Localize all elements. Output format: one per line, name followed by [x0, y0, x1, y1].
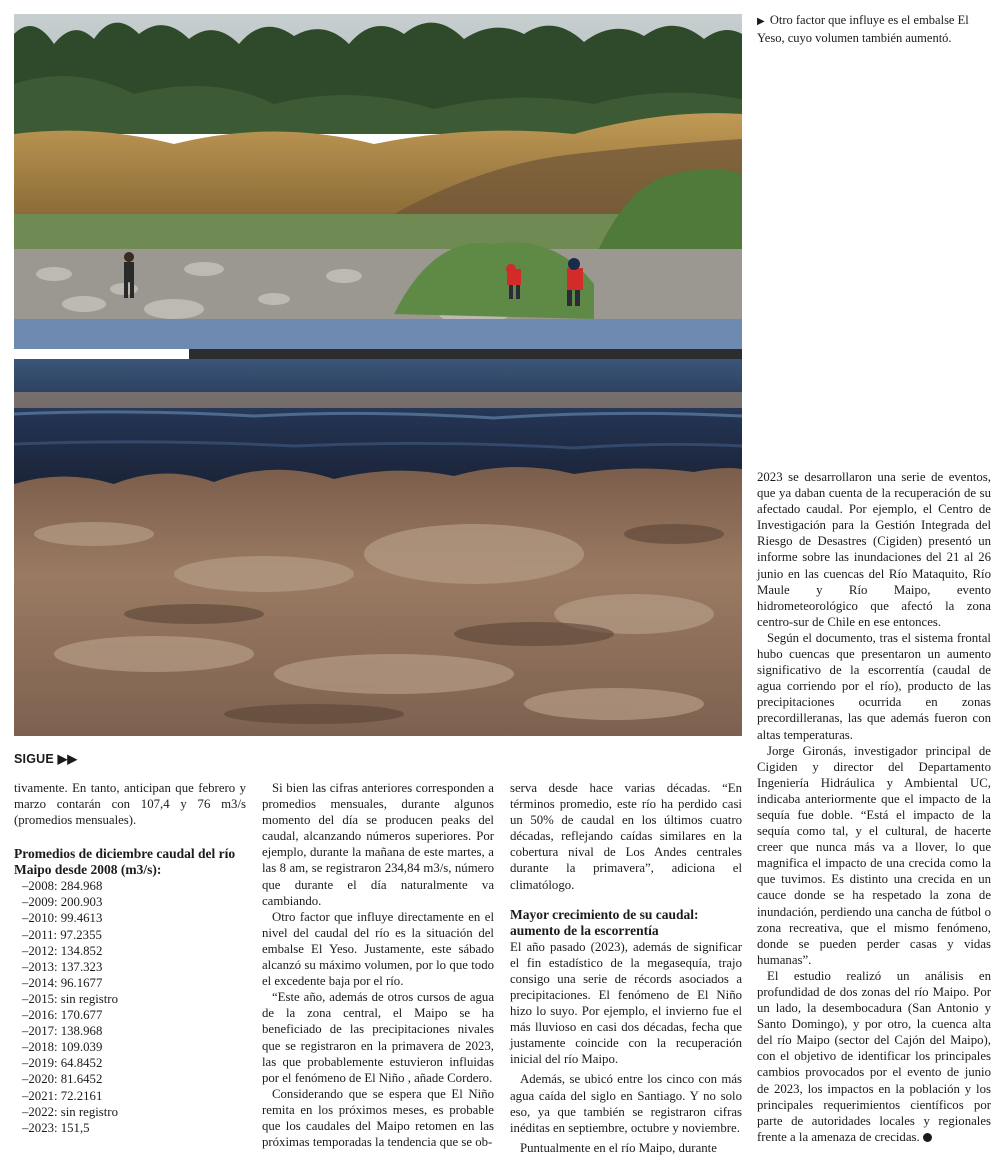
list-item: –2023: 151,5: [22, 1120, 90, 1135]
column-2-paragraph-4: Considerando que se espera que El Niño remita en los próximos meses, es probable que los caudales del Maipo retomen en las próximas temporadas la tendencia que se ob-: [262, 1086, 494, 1150]
list-item: –2014: 96.1677: [22, 975, 103, 990]
list-item: –2016: 170.677: [22, 1008, 103, 1023]
column-4-paragraph-4-text: El estudio realizó un análisis en profundidad de dos zonas del río Maipo. Por un lado, la desembocadura (San Antonio y Santo Domingo), y por otro, la cuenca alta del río Maipo (sector del Cajón del Maipo), con el objetivo de identificar los principales cambios provocados por el evento de junio de 2023, los impactos en la población y los principales requerimientos científicos por parte de autoridades locales y regionales frente a la amenaza de crecidas.: [757, 968, 991, 1144]
column-2-paragraph-1: Si bien las cifras anteriores corresponden a promedios mensuales, durante algunos momento del día se producen peaks del caudal, alcanzando números superiores. Por ejemplo, durante la mañana de este martes, a las 8 am, se registraron 234,84 m3/s, número que durante el día naturalmente va cambiando.: [262, 781, 494, 908]
caption-marker: ▶: [757, 16, 765, 27]
list-item: –2020: 81.6452: [22, 1072, 103, 1087]
section-heading: Mayor crecimiento de su caudal: aumento de la escorrentía: [510, 906, 699, 938]
list-item: –2017: 138.968: [22, 1024, 103, 1039]
column-3-paragraph-2: El año pasado (2023), además de significar el fin estadístico de la megasequía, trajo consigo una serie de récords asociados a precipitaciones. El fenómeno de El Niño hizo lo suyo. Por ejemplo, el invierno fue el más lluvioso en casi dos décadas, fecha que justamente coincide con la recuperación inicial del río Maipo.: [510, 939, 742, 1067]
river-photo-illustration: [14, 14, 742, 736]
caption-text: Otro factor que influye es el embalse El Yeso, cuyo volumen también aumentó.: [757, 13, 969, 45]
column-3-paragraph-1: serva desde hace varias décadas. “En términos promedio, este río ha perdido casi un 50% de caudal en los últimos cuatro décadas, reflejando caídas similares en la cobertura nival de Los Andes centrales durante la primavera”, adiciona el climatólogo.: [510, 781, 742, 892]
list-item: –2019: 64.8452: [22, 1056, 103, 1071]
list-item: –2012: 134.852: [22, 943, 103, 958]
column-4-paragraph-2: Según el documento, tras el sistema frontal hubo cuencas que presentaron un aumento significativo de la escorrentía (caudal de agua corriendo por el río), producto de las precipitaciones ocurrida en zonas precordilleranas, las que además fueron con altas temperaturas.: [757, 630, 991, 742]
maipo-list-title: Promedios de diciembre caudal del río Maipo desde 2008 (m3/s):: [14, 846, 236, 878]
column-3-paragraph-3: Además, se ubicó entre los cinco con más agua caída del siglo en Santiago. Y no solo eso, ya que también se registraron cifras inéditas en septiembre, octubre y noviembre.: [510, 1072, 742, 1135]
column-1: [14, 780, 246, 1136]
column-4-paragraph-1: 2023 se desarrollaron una serie de eventos, que ya daban cuenta de la recuperación de su afectado caudal. Por ejemplo, el Centro de Investigación para la Gestión Integrada del Riesgo de Desastres (Cigiden) presentó un informe sobre las inundaciones del 21 al 26 junio en las cuencas del Río Mataquito, Río Maule y Río Maipo, evento hidrometeorológico que afectó la zona centro-sur de Chile en ese entonces.: [757, 470, 991, 629]
column-4-paragraph-4: [757, 968, 991, 1145]
column-1-intro: tivamente. En tanto, anticipan que febrero y marzo contarán con 107,4 y 76 m3/s (promedios mensuales).: [14, 781, 246, 828]
list-item: –2015: sin registro: [22, 991, 118, 1006]
column-3-paragraph-4: Puntualmente en el río Maipo, durante: [520, 1140, 717, 1155]
list-item: –2009: 200.903: [22, 895, 103, 910]
sigue-label: SIGUE ▶▶: [14, 752, 78, 766]
column-2-paragraph-2: Otro factor que influye directamente en el nivel del caudal del río es la situación del embalse El Yeso. Justamente, este sábado alcanzó su máximo volumen, por lo que todo el excedente baja por el río.: [262, 909, 494, 989]
column-4-paragraph-3: Jorge Gironás, investigador principal de Cigiden y director del Departamento Ingeniería Hidráulica y Ambiental UC, indicaba anteriormente que el impacto de la sequía fue doble. “Está el impacto de la sequía como tal, y el cultural, de hacerte creer que nunca más va a llover, lo que magnifica el impacto de una crecida como la que tuvimos. Es distinto una crecida en un cauce donde se ha respetado la zona de inundación, perdiendo una cancha de fútbol o zona recreativa, que el mismo fenómeno, donde se pueden perder casas y vidas humanas”.: [757, 743, 991, 967]
list-item: –2018: 109.039: [22, 1040, 103, 1055]
column-4: [757, 469, 991, 1145]
maipo-flow-list: [14, 878, 246, 1136]
column-3: [510, 780, 742, 1156]
column-2-paragraph-3: “Este año, además de otros cursos de agua de la zona central, el Maipo se ha beneficiado de las precipitaciones nivales que se registraron en la primavera de 2023, las que probablemente estuvieron influidas por el fenómeno de El Niño , añade Cordero.: [262, 990, 494, 1085]
list-item: –2022: sin registro: [22, 1104, 118, 1119]
list-item: –2013: 137.323: [22, 959, 103, 974]
list-item: –2010: 99.4613: [22, 911, 103, 926]
end-of-article-mark: [923, 1133, 932, 1142]
list-item: –2021: 72.2161: [22, 1088, 103, 1103]
list-item: –2011: 97.2355: [22, 927, 102, 942]
photo-caption: [757, 12, 987, 46]
river-photo: [14, 14, 742, 736]
list-item: –2008: 284.968: [22, 879, 103, 894]
column-2: [262, 780, 494, 1150]
